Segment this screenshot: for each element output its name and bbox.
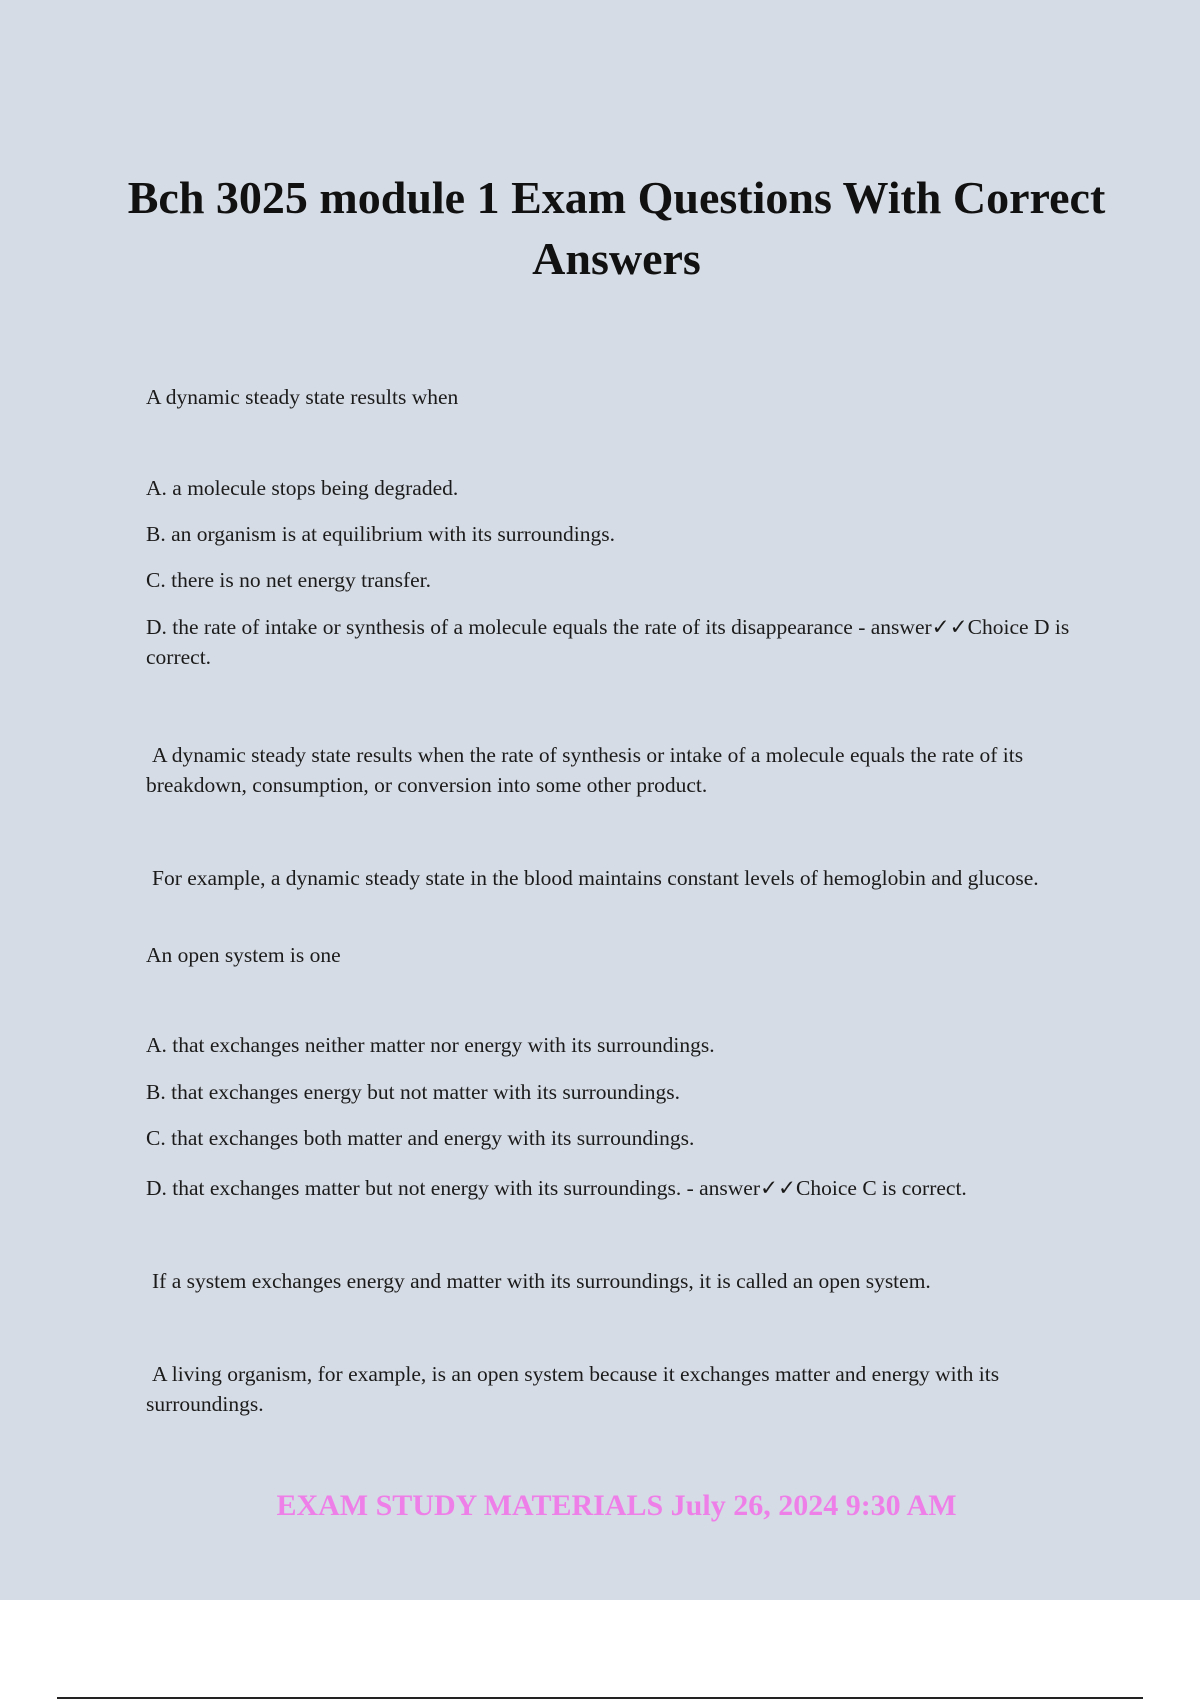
question-2-option-a: A. that exchanges neither matter nor energy with its surroundings. — [146, 1033, 715, 1057]
page-divider — [57, 1697, 1143, 1699]
question-2-option-d-answer: D. that exchanges matter but not energy with its surroundings. - answer✓✓Choice C is correct. — [146, 1176, 967, 1200]
question-2-option-b: B. that exchanges energy but not matter with its surroundings. — [146, 1080, 681, 1104]
question-1-option-a: A. a molecule stops being degraded. — [146, 476, 459, 500]
question-2-explanation-1: If a system exchanges energy and matter with its surroundings, it is called an open system. — [152, 1269, 931, 1293]
question-1-option-b: B. an organism is at equilibrium with its surroundings. — [146, 522, 616, 546]
question-2-option-c: C. that exchanges both matter and energy with its surroundings. — [146, 1126, 695, 1150]
question-1-option-c: C. there is no net energy transfer. — [146, 568, 431, 592]
question-2-explanation-2: A living organism, for example, is an open system because it exchanges matter and energy with its surroundings. — [146, 1362, 1000, 1416]
question-1-explanation-1: A dynamic steady state results when the rate of synthesis or intake of a molecule equals the rate of its breakdown, consumption, or conversion into some other product. — [146, 743, 1024, 797]
question-1-stem: A dynamic steady state results when — [146, 385, 459, 409]
document-title: Bch 3025 module 1 Exam Questions With Correct Answers — [127, 172, 1106, 284]
question-2-stem: An open system is one — [146, 943, 341, 967]
footer-watermark: EXAM STUDY MATERIALS July 26, 2024 9:30 AM — [276, 1489, 957, 1522]
question-1-explanation-2: For example, a dynamic steady state in the blood maintains constant levels of hemoglobin and glucose. — [152, 866, 1039, 890]
question-1-option-d-answer: D. the rate of intake or synthesis of a molecule equals the rate of its disappearance - answer✓✓Choice D is correct. — [146, 615, 1070, 669]
